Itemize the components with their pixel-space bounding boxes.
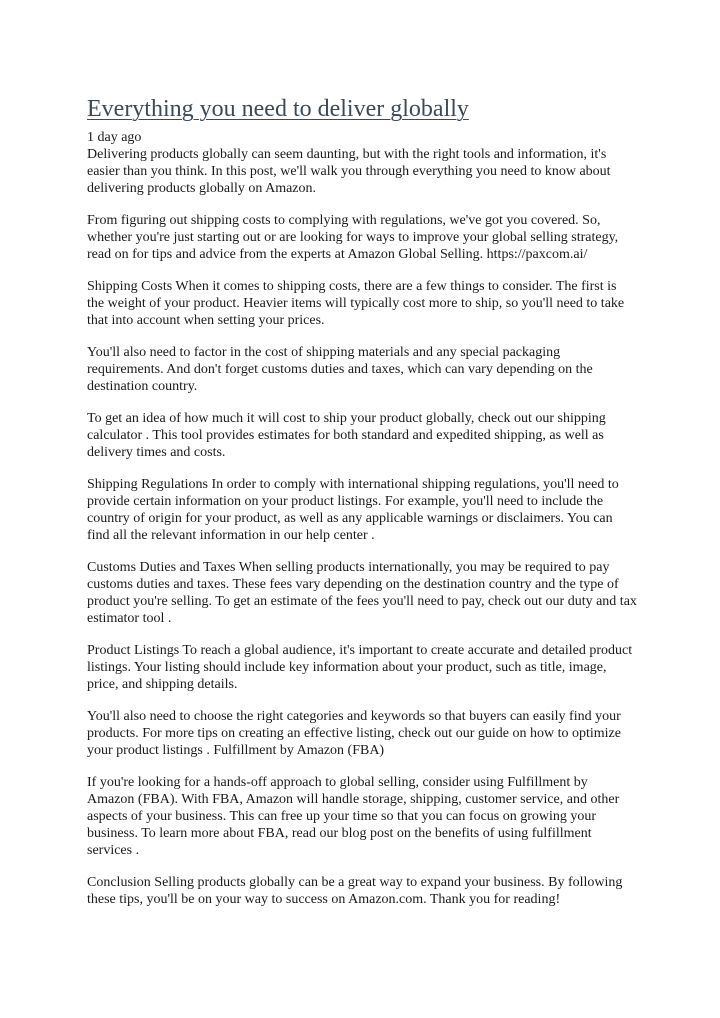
paragraph-overview: From figuring out shipping costs to complying with regulations, we've got you covered. So, whether you're just starting out or are looking for ways to improve your global selling strategy, read on for tips and advice from the experts at Amazon Global Selling. https://paxcom.ai/	[87, 213, 619, 262]
paragraph-customs-duties: Customs Duties and Taxes When selling products internationally, you may be required to pay customs duties and taxes. These fees vary depending on the destination country and the type of product you're selling. To get an estimate of the fees you'll need to pay, check out our duty and tax estimator tool .	[87, 560, 637, 626]
paragraph-shipping-regulations: Shipping Regulations In order to comply with international shipping regulations, you'll need to provide certain information on your product listings. For example, you'll need to include the country of origin for your product, as well as any applicable warnings or disclaimers. You can find all the relevant information in our help center .	[87, 477, 619, 543]
paragraph-categories-keywords: You'll also need to choose the right categories and keywords so that buyers can easily find your products. For more tips on creating an effective listing, check out our guide on how to optimize your product listings . Fulfillment by Amazon (FBA)	[87, 709, 621, 758]
paragraph-fba: If you're looking for a hands-off approach to global selling, consider using Fulfillment by Amazon (FBA). With FBA, Amazon will handle storage, shipping, customer service, and other aspects of your business. This can free up your time so that you can focus on growing your business. To learn more about FBA, read our blog post on the benefits of using fulfillment services .	[87, 775, 620, 858]
paragraph-shipping-materials: You'll also need to factor in the cost of shipping materials and any special packaging requirements. And don't forget customs duties and taxes, which can vary depending on the destination country.	[87, 345, 593, 394]
article	[87, 94, 637, 923]
paragraph-shipping-costs: Shipping Costs When it comes to shipping costs, there are a few things to consider. The first is the weight of your product. Heavier items will typically cost more to ship, so you'll need to take that into account when setting your prices.	[87, 279, 625, 328]
article-date: 1 day ago	[87, 130, 142, 145]
paragraph-intro: Delivering products globally can seem daunting, but with the right tools and information, it's easier than you think. In this post, we'll walk you through everything you need to know about delivering products globally on Amazon.	[87, 147, 611, 196]
article-title[interactable]: Everything you need to deliver globally	[87, 96, 469, 122]
paragraph-conclusion: Conclusion Selling products globally can be a great way to expand your business. By following these tips, you'll be on your way to success on Amazon.com. Thank you for reading!	[87, 875, 623, 907]
paragraph-product-listings: Product Listings To reach a global audience, it's important to create accurate and detailed product listings. Your listing should include key information about your product, such as title, image, price, and shipping details.	[87, 643, 633, 692]
paragraph-shipping-calculator: To get an idea of how much it will cost to ship your product globally, check out our shipping calculator . This tool provides estimates for both standard and expedited shipping, as well as delivery times and costs.	[87, 411, 606, 460]
